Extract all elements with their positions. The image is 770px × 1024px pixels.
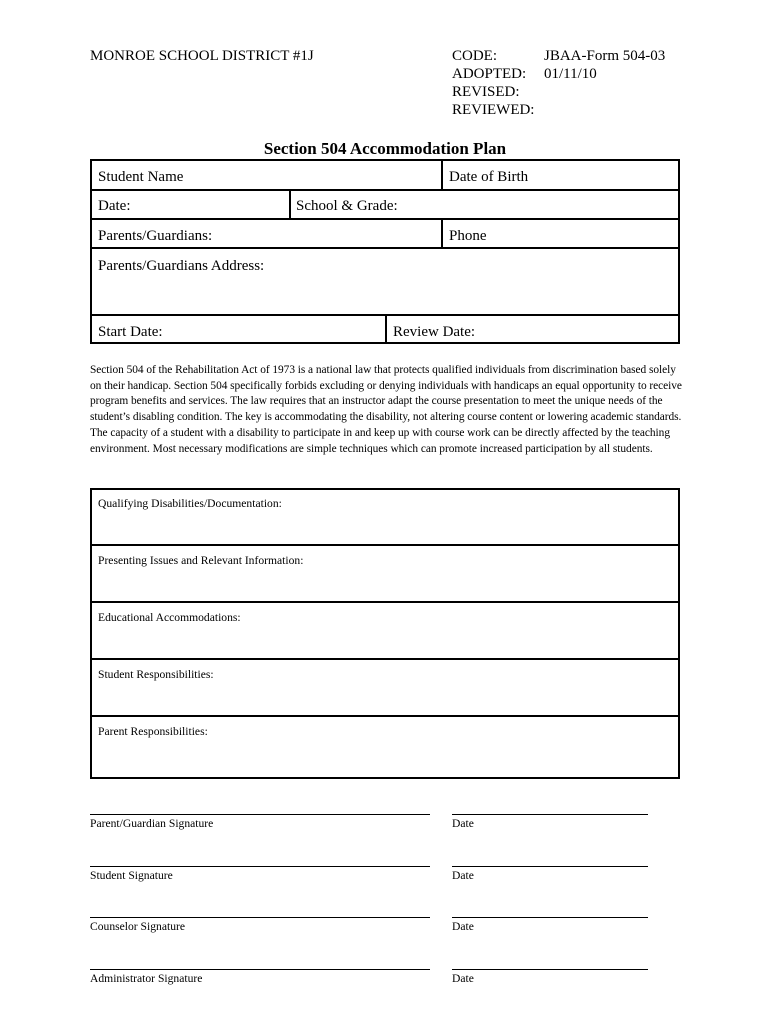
parent-date-label: Date bbox=[452, 817, 474, 830]
district-name: MONROE SCHOOL DISTRICT #1J bbox=[90, 48, 314, 64]
school-grade-field[interactable]: School & Grade: bbox=[296, 198, 398, 214]
phone-field[interactable]: Phone bbox=[449, 228, 487, 244]
student-date-label: Date bbox=[452, 869, 474, 882]
parent-responsibilities-field[interactable]: Parent Responsibilities: bbox=[98, 725, 208, 738]
counselor-date-line[interactable] bbox=[452, 917, 648, 918]
student-date-line[interactable] bbox=[452, 866, 648, 867]
info-row-divider bbox=[90, 189, 680, 191]
form-title: Section 504 Accommodation Plan bbox=[263, 139, 507, 158]
student-signature-line[interactable] bbox=[90, 866, 430, 867]
parents-guardians-field[interactable]: Parents/Guardians: bbox=[98, 228, 213, 244]
counselor-signature-label: Counselor Signature bbox=[90, 920, 185, 933]
section-divider bbox=[90, 544, 680, 546]
administrator-date-line[interactable] bbox=[452, 969, 648, 970]
address-field[interactable]: Parents/Guardians Address: bbox=[98, 258, 265, 274]
info-col-divider bbox=[441, 218, 443, 248]
section-divider bbox=[90, 601, 680, 603]
reviewed-label: REVIEWED: bbox=[452, 102, 535, 118]
info-col-divider bbox=[385, 314, 387, 344]
counselor-signature-line[interactable] bbox=[90, 917, 430, 918]
info-row-divider bbox=[90, 218, 680, 220]
adopted-label: ADOPTED: bbox=[452, 66, 527, 82]
section-divider bbox=[90, 658, 680, 660]
parent-date-line[interactable] bbox=[452, 814, 648, 815]
code-value: JBAA-Form 504-03 bbox=[544, 48, 666, 64]
adopted-value: 01/11/10 bbox=[544, 66, 597, 82]
student-responsibilities-field[interactable]: Student Responsibilities: bbox=[98, 668, 214, 681]
info-row-divider bbox=[90, 247, 680, 249]
parent-signature-label: Parent/Guardian Signature bbox=[90, 817, 214, 830]
code-label: CODE: bbox=[452, 48, 497, 64]
counselor-date-label: Date bbox=[452, 920, 474, 933]
qualifying-disabilities-field[interactable]: Qualifying Disabilities/Documentation: bbox=[98, 497, 282, 510]
student-name-field[interactable]: Student Name bbox=[98, 169, 184, 185]
parent-signature-line[interactable] bbox=[90, 814, 430, 815]
review-date-field[interactable]: Review Date: bbox=[393, 324, 476, 340]
section-divider bbox=[90, 715, 680, 717]
info-col-divider bbox=[441, 159, 443, 190]
date-of-birth-field[interactable]: Date of Birth bbox=[449, 169, 529, 185]
presenting-issues-field[interactable]: Presenting Issues and Relevant Information: bbox=[98, 554, 304, 567]
info-col-divider bbox=[289, 189, 291, 219]
administrator-date-label: Date bbox=[452, 972, 474, 985]
administrator-signature-line[interactable] bbox=[90, 969, 430, 970]
section-504-description: Section 504 of the Rehabilitation Act of 1973 is a national law that protects qualified individuals from discrimination based solely on their handicap. Section 504 specifically forbids excluding or denying individuals with handicaps an equal opportunity to receive program benefits and services. The law requires that an instructor adapt the course presentation to meet the unique needs of the student’s disabling condition. The key is accommodating the disability, not altering course content or lowering academic standards. The capacity of a student with a disability to participate in and keep up with course work can be directly affected by the teaching environment. Most necessary modifications are simple techniques which can promote increased participation by all students. bbox=[90, 364, 682, 455]
administrator-signature-label: Administrator Signature bbox=[90, 972, 203, 985]
educational-accommodations-field[interactable]: Educational Accommodations: bbox=[98, 611, 241, 624]
start-date-field[interactable]: Start Date: bbox=[98, 324, 163, 340]
student-signature-label: Student Signature bbox=[90, 869, 173, 882]
revised-label: REVISED: bbox=[452, 84, 520, 100]
date-field[interactable]: Date: bbox=[98, 198, 131, 214]
